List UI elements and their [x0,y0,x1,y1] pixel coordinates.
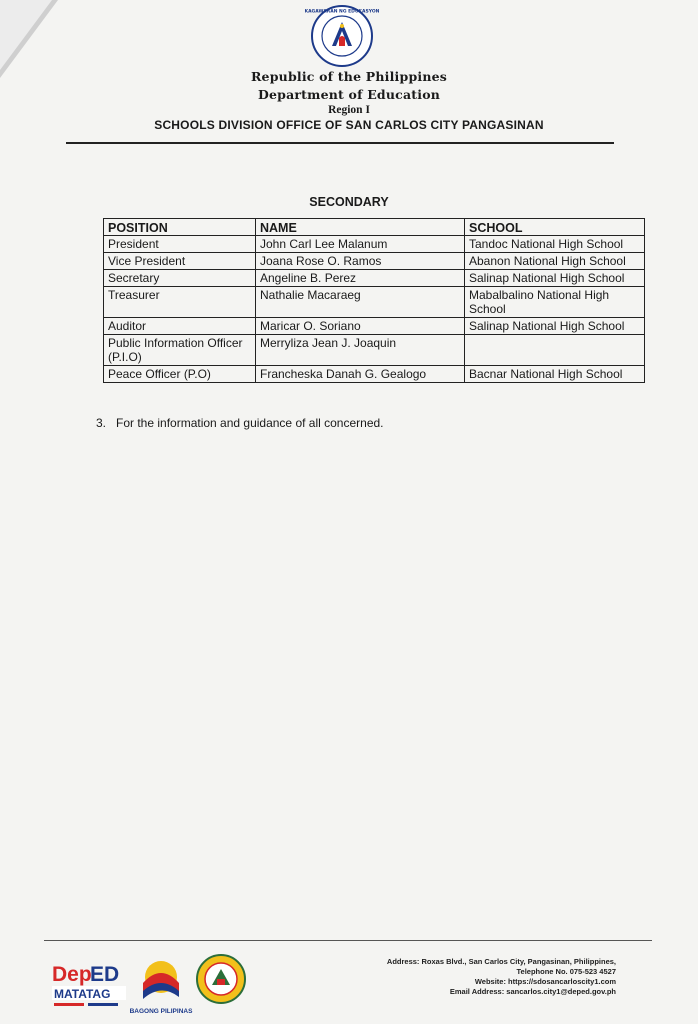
table-row [104,335,645,366]
cell-name: Merryliza Jean J. Joaquin [256,335,465,366]
section-title: SECONDARY [309,195,389,209]
officers-table [103,218,645,383]
cell-name: Angeline B. Perez [256,270,465,287]
footer-website: Website: https://sdosancarloscity1.com [474,977,616,986]
header-department: Department of Education [257,87,441,102]
cell-school: Mabalbalino National High School [465,287,645,318]
footer-email: Email Address: sancarlos.city1@deped.gov.ph [449,987,616,996]
table-row [104,270,645,287]
table-header-row [104,219,645,236]
column-header-name: NAME [256,219,465,236]
table-row [104,287,645,318]
cell-school: Abanon National High School [465,253,645,270]
column-header-school: SCHOOL [465,219,645,236]
footer-contact-block [387,957,616,997]
cell-name: Francheska Danah G. Gealogo [256,366,465,383]
header-republic: Republic of the Philippines [250,69,448,84]
svg-text:BAGONG PILIPINAS: BAGONG PILIPINAS [129,1008,193,1015]
cell-position: Vice President [104,253,256,270]
cell-school: Tandoc National High School [465,236,645,253]
cell-position: President [104,236,256,253]
note-text: For the information and guidance of all concerned. [116,416,384,430]
cell-position: Secretary [104,270,256,287]
header-region: Region I [328,104,370,116]
svg-text:Dep: Dep [52,963,92,986]
footer-divider [44,940,652,941]
table-row [104,318,645,335]
note-number: 3. [96,416,107,430]
cell-position: Public Information Officer (P.I.O) [104,335,256,366]
header-divider [66,142,614,144]
page-fold-corner-inner [0,0,52,70]
cell-name: John Carl Lee Malanum [256,236,465,253]
svg-text:ED: ED [90,963,120,986]
bagong-pilipinas-logo [129,953,193,1017]
header-office: SCHOOLS DIVISION OFFICE OF SAN CARLOS CITY PANGASINAN [154,118,544,132]
cell-school: Bacnar National High School [465,366,645,383]
cell-school [465,335,645,366]
sdo-san-carlos-seal-icon [195,953,247,1005]
svg-text:MATATAG: MATATAG [54,987,111,1001]
deped-seal-icon [304,4,380,68]
cell-name: Joana Rose O. Ramos [256,253,465,270]
cell-name: Nathalie Macaraeg [256,287,465,318]
column-header-position: POSITION [104,219,256,236]
cell-school: Salinap National High School [465,270,645,287]
cell-position: Treasurer [104,287,256,318]
cell-school: Salinap National High School [465,318,645,335]
footer-telephone: Telephone No. 075-523 4527 [516,967,616,976]
table-row [104,236,645,253]
closing-note [96,416,384,430]
cell-position: Auditor [104,318,256,335]
table-row [104,253,645,270]
footer-address: Address: Roxas Blvd., San Carlos City, Pangasinan, Philippines, [386,957,616,966]
svg-text:KAGAWARAN NG EDUKASYON: KAGAWARAN NG EDUKASYON [304,9,380,15]
table-row [104,366,645,383]
cell-name: Maricar O. Soriano [256,318,465,335]
cell-position: Peace Officer (P.O) [104,366,256,383]
deped-matatag-logo [48,955,128,1015]
